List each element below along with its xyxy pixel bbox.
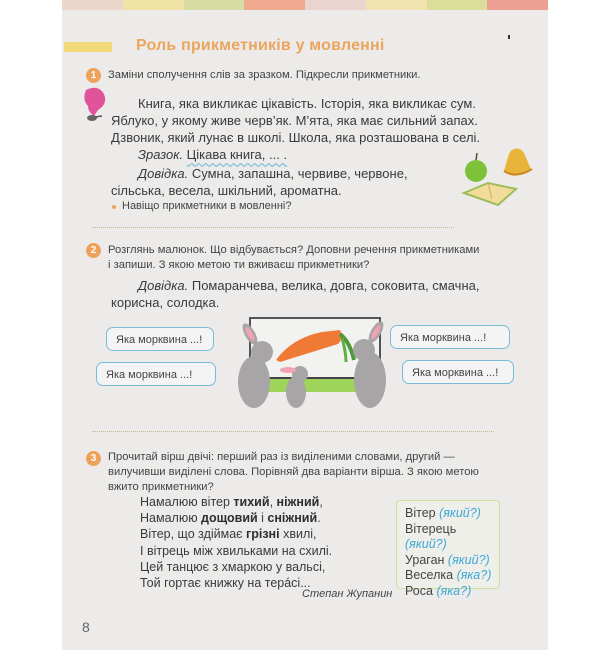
speech-bubble: Яка морквина ...!	[96, 362, 216, 386]
task1-hint-line-1	[138, 165, 408, 182]
strip-segment	[123, 0, 184, 10]
answer-line	[92, 227, 454, 228]
task1-line-2: Яблуко, у якому живе черв’як. М’ята, яка має сильний запах.	[111, 113, 478, 128]
poem-text: Намалюю	[140, 511, 202, 526]
word-item	[405, 506, 499, 522]
task1-sample	[138, 146, 287, 163]
strip-segment	[305, 0, 366, 10]
task-number-1: 1	[86, 68, 101, 83]
word: Ураган	[405, 552, 445, 567]
sample-text: Цікава книга, ... .	[186, 147, 288, 162]
strip-segment	[366, 0, 427, 10]
dictionary-icon	[80, 86, 110, 126]
task2-hint-line-1	[138, 277, 479, 294]
highlighted-word: сніжний	[267, 511, 318, 526]
highlighted-word: тихий	[233, 495, 270, 509]
question-hint: (яка?)	[436, 583, 472, 598]
poem-text: .	[317, 511, 321, 526]
question-hint: (який?)	[439, 506, 481, 520]
task1-line-1: Книга, яка викликає цікавість. Історія, яка викликає сум.	[138, 96, 476, 111]
highlighted-word: дощовий	[201, 511, 258, 526]
poem-line: Той гортає книжку на терáсі...	[140, 576, 311, 591]
speech-bubble: Яка морквина ...!	[106, 327, 214, 351]
school-items-illustration	[458, 145, 538, 215]
word-item	[405, 522, 499, 553]
question-hint: (який?)	[447, 552, 490, 567]
poem-text: ,	[269, 495, 277, 509]
poem-text: Вітер, що здіймає	[140, 527, 247, 542]
bullet-icon	[112, 205, 116, 209]
hint-text: Сумна, запашна, червиве, червоне,	[191, 166, 408, 181]
task3-instruction-line-1: Прочитай вірш двічі: перший раз із виділеними словами, другий —	[108, 451, 455, 463]
highlighted-word: ніжний	[276, 495, 320, 509]
task1-hint-line-2: сільська, весела, шкільний, ароматна.	[111, 183, 342, 198]
task-number-2: 2	[86, 243, 101, 258]
poem-line	[140, 494, 332, 510]
strip-segment	[184, 0, 245, 10]
poem-author: Степан Жупанин	[302, 588, 393, 600]
word: Веселка	[405, 568, 454, 582]
task2-hint-line-2: корисна, солодка.	[111, 295, 220, 310]
title-accent-bar	[64, 42, 112, 52]
speech-bubble: Яка морквина ...!	[390, 325, 510, 349]
speech-bubble: Яка морквина ...!	[402, 360, 514, 384]
poem-line: Цей танцює з хмаркою у вальсі,	[140, 559, 326, 574]
hint-label: Довідка.	[138, 278, 189, 293]
task1-instruction: Заміни сполучення слів за зразком. Підкресли прикметники.	[108, 69, 421, 81]
question-hint: (яка?)	[456, 568, 492, 582]
answer-line	[92, 431, 494, 432]
task2-instruction-line-1: Розглянь малюнок. Що відбувається? Доповни речення прикметниками	[108, 244, 480, 256]
word: Вітерець	[405, 521, 457, 536]
strip-segment	[244, 0, 305, 10]
hint-text: Помаранчева, велика, довга, соковита, смачна,	[191, 278, 480, 293]
word-box	[396, 500, 500, 598]
word-item	[405, 553, 499, 569]
poem-text: хвилі,	[279, 527, 317, 542]
sample-label: Зразок.	[138, 147, 184, 162]
page-number: 8	[82, 619, 90, 635]
poem	[140, 494, 332, 591]
task3-instruction-line-3: вжито прикметники?	[108, 481, 214, 493]
task1-question: Навіщо прикметники в мовленні?	[122, 200, 292, 212]
strip-segment	[427, 0, 488, 10]
textbook-page	[62, 0, 548, 650]
page-title: Роль прикметників у мовленні	[136, 37, 385, 54]
task1-line-3: Дзвоник, який лунає в школі. Школа, яка розташована в селі.	[111, 130, 481, 145]
ink-mark	[508, 35, 510, 39]
rabbits-carrot-illustration	[222, 312, 402, 414]
task3-instruction-line-2: вилучивши виділені слова. Порівняй два варіанти вірша. З якою метою	[108, 466, 479, 478]
poem-text: і	[257, 511, 268, 526]
poem-line: І вітрець між хвильками на схилі.	[140, 543, 333, 558]
question-hint: (який?)	[405, 537, 447, 551]
poem-text: Намалюю вітер	[140, 495, 234, 509]
highlighted-word: грізні	[246, 527, 280, 542]
hint-label: Довідка.	[138, 166, 189, 181]
poem-line	[140, 526, 332, 542]
word-item	[405, 584, 499, 600]
word-item	[405, 568, 499, 584]
poem-line	[140, 510, 332, 526]
word: Роса	[405, 583, 433, 598]
color-strip	[62, 0, 548, 10]
word: Вітер	[405, 506, 436, 520]
poem-text: ,	[319, 495, 323, 509]
task-number-3: 3	[86, 451, 101, 466]
task2-instruction-line-2: і запиши. З якою метою ти вживаєш прикметники?	[108, 259, 370, 271]
strip-segment	[487, 0, 548, 10]
strip-segment	[62, 0, 123, 10]
